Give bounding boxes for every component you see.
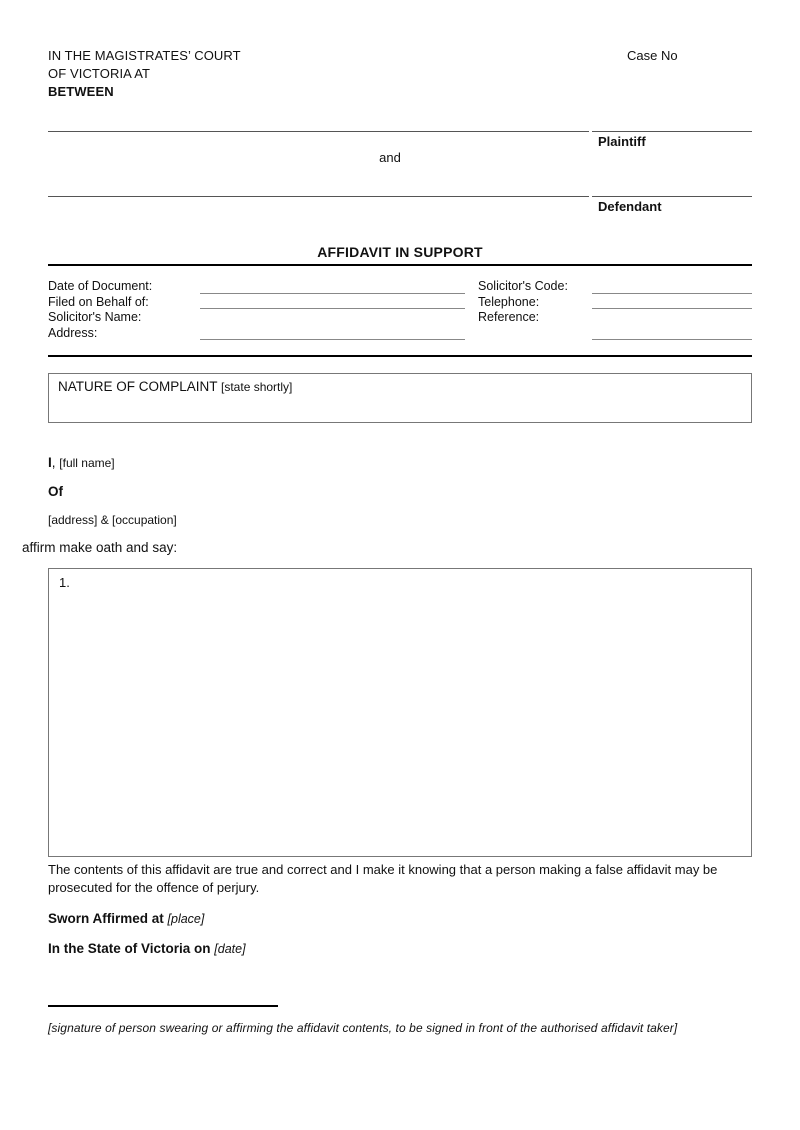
date-of-document-field[interactable] <box>200 279 465 294</box>
oath-statement-line: affirm make oath and say: <box>22 540 178 555</box>
i-comma: , <box>51 455 60 470</box>
statement-box[interactable] <box>48 568 752 857</box>
filing-details-column-gap <box>465 279 478 341</box>
statement-item-number: 1. <box>59 575 70 590</box>
reference-row <box>478 310 752 326</box>
state-of-victoria-label: In the State of Victoria on <box>48 941 215 956</box>
filing-details-section <box>48 266 752 357</box>
place-placeholder[interactable]: [place] <box>167 912 205 926</box>
court-name-line1: IN THE MAGISTRATES’ COURT <box>48 48 241 63</box>
filed-on-behalf-row <box>48 295 465 311</box>
full-name-placeholder[interactable]: [full name] <box>59 456 115 470</box>
declaration-paragraph: The contents of this affidavit are true and correct and I make it knowing that a person making a false affidavit may be prosecuted for the offence of perjury. <box>48 862 718 895</box>
telephone-row <box>478 295 752 311</box>
defendant-label: Defendant <box>598 199 662 214</box>
blank-label <box>478 326 592 342</box>
solicitors-name-field[interactable] <box>200 310 465 325</box>
filed-on-behalf-label: Filed on Behalf of: <box>48 294 149 309</box>
solicitors-name-label: Solicitor's Name: <box>48 310 142 324</box>
of-label: Of <box>48 484 63 499</box>
reference-field[interactable] <box>592 310 752 325</box>
case-no-label: Case No <box>627 48 678 63</box>
date-of-document-row <box>48 279 465 295</box>
address-label: Address: <box>48 325 98 340</box>
document-title: AFFIDAVIT IN SUPPORT <box>317 244 483 260</box>
state-date-line <box>48 941 752 957</box>
deponent-name-line <box>48 456 752 470</box>
sworn-affirmed-label: Sworn Affirmed at <box>48 911 168 926</box>
plaintiff-annotation-row <box>48 132 752 196</box>
address-field[interactable] <box>200 326 465 341</box>
signature-line[interactable] <box>48 1005 278 1007</box>
solicitors-code-row <box>478 279 752 295</box>
and-separator: and <box>379 150 401 165</box>
solicitors-code-field[interactable] <box>592 279 752 294</box>
plaintiff-label: Plaintiff <box>598 134 646 149</box>
filing-details-right-column <box>478 279 752 341</box>
court-header <box>48 0 752 101</box>
nature-of-complaint-hint: [state shortly] <box>221 380 293 394</box>
date-of-document-label: Date of Document: <box>48 279 153 293</box>
reference-extra-row <box>478 326 752 342</box>
address-row <box>48 326 465 342</box>
nature-of-complaint-box[interactable] <box>48 373 752 423</box>
court-name-block <box>48 47 241 101</box>
reference-extra-field[interactable] <box>592 326 752 341</box>
telephone-label: Telephone: <box>478 294 540 309</box>
i-label: I <box>48 455 52 470</box>
date-placeholder[interactable]: [date] <box>214 942 246 956</box>
nature-of-complaint-heading: NATURE OF COMPLAINT <box>58 379 222 394</box>
filed-on-behalf-field[interactable] <box>200 295 465 310</box>
telephone-field[interactable] <box>592 295 752 310</box>
signature-caption: [signature of person swearing or affirming the affidavit contents, to be signed in front of the authorised affidavit taker] <box>48 1021 678 1035</box>
parties-section <box>48 131 752 244</box>
filing-details-left-column <box>48 279 465 341</box>
sworn-affirmed-line <box>48 911 752 927</box>
between-label: BETWEEN <box>48 84 114 99</box>
solicitors-code-label: Solicitor's Code: <box>478 279 568 293</box>
address-occupation-placeholder[interactable]: [address] & [occupation] <box>48 513 177 527</box>
reference-label: Reference: <box>478 310 540 324</box>
defendant-annotation-row <box>48 197 752 244</box>
court-name-line2: OF VICTORIA AT <box>48 66 151 81</box>
solicitors-name-row <box>48 310 465 326</box>
